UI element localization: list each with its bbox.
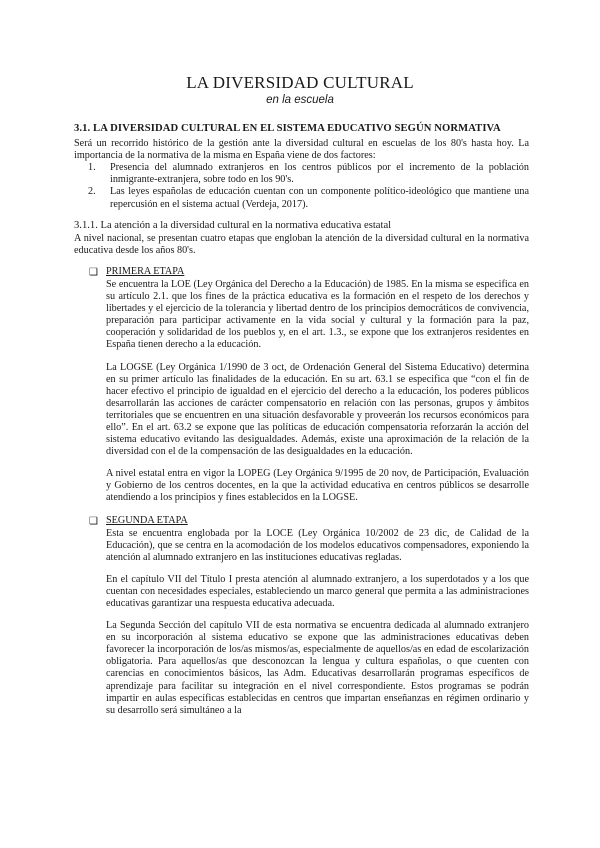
list-item	[74, 162, 529, 186]
subsection-heading: 3.1.1. La atención a la diversidad cultural en la normativa educativa estatal	[74, 219, 392, 231]
paragraph: Esta se encuentra englobada por la LOCE (Ley Orgánica 10/2002 de 23 dic, de Calidad de la Educación), que se centra en la acomodación de los modelos educativos compensadores, exponiendo la atención al alumnado extranjero en las instituciones educativas regladas.	[106, 527, 529, 563]
section-heading: 3.1. LA DIVERSIDAD CULTURAL EN EL SISTEMA EDUCATIVO SEGÚN NORMATIVA	[74, 123, 501, 134]
paragraph: En el capítulo VII del Título I presta atención al alumnado extranjero, a los superdotados y a los que cuentan con necesidades especiales, estableciendo un marco general que permita a las administraciones educativas garantizar una respuesta educativa adecuada.	[106, 573, 529, 609]
list-item	[74, 186, 529, 210]
factors-list	[74, 162, 529, 210]
stage-primera	[74, 266, 529, 505]
checkbox-bullet-icon: ❑	[89, 515, 98, 527]
document-body	[74, 123, 529, 727]
paragraph: A nivel estatal entra en vigor la LOPEG (Ley Orgánica 9/1995 de 20 nov, de Participación, Evaluación y Gobierno de los centros docentes, en la que la actividad educativa en centros públicos se desarrolle atendiendo a los principios y fines establecidos en la LOGSE.	[106, 468, 529, 504]
paragraph: La LOGSE (Ley Orgánica 1/1990 de 3 oct, de Ordenación General del Sistema Educativo) determina en su primer artículo las finalidades de la educación. En su art. 63.1 se especifica que “con el fin de hacer efectivo el principio de igualdad en el ejercicio del derecho a la educación, los poderes públicos desarrollarán las acciones de carácter compensatorio en relación con las personas, grupos y ámbitos territoriales que se encuentren en una situación desfavorable y proveerán los recursos económicos para ello”. En el art. 63.2 se expone que las políticas de educación compensatoria reforzarán la acción del sistema educativo evitando las desigualdades. Además, existe una aproximación de la relación de la diversidad con el de la compensación de las desigualdades en la educación.	[106, 361, 529, 458]
checkbox-bullet-icon: ❑	[89, 266, 98, 278]
stage-title: PRIMERA ETAPA	[106, 265, 185, 277]
subsection-intro: A nivel nacional, se presentan cuatro etapas que engloban la atención de la diversidad cultural en la normativa educativa desde los años 80's.	[74, 232, 529, 256]
stage-title: SEGUNDA ETAPA	[106, 514, 188, 526]
list-number: 2.	[88, 186, 96, 198]
section-intro: Será un recorrido histórico de la gestión ante la diversidad cultural en escuelas de los 80's hasta hoy. La importancia de la normativa de la misma en España viene de dos factores:	[74, 138, 529, 162]
paragraph: La Segunda Sección del capítulo VII de esta normativa se encuentra dedicada al alumnado extranjero en su incorporación al sistema educativo se expone que las administraciones educativas deben favorecer la incorporación de los/as mismos/as, especialmente de aquellos/as en edad de escolarización obligatoria. Para aquellos/as que desconozcan la lengua y cultura españolas, o que cuenten con carencias en conocimientos básicos, las Adm. Educativas desarrollarán programas específicos de aprendizaje para facilitar su integración en el nivel correspondiente. Estos programas se podrán impartir en aulas específicas establecidas en centros que impartan enseñanzas en régimen ordinario y su desarrollo será simultáneo a la	[106, 620, 529, 716]
list-item-text: Presencia del alumnado extranjeros en los centros públicos por el incremento de la población inmigrante-extranjera, sobre todo en los 90's.	[110, 162, 529, 186]
paragraph: Se encuentra la LOE (Ley Orgánica del Derecho a la Educación) de 1985. En la misma se especifica en su artículo 2.1. que los fines de la práctica educativa es la formación en el respeto de los derechos y libertades y el ejercicio de la tolerancia y libertad dentro de los principios democráticos de convivencia, preparación para participar activamente en la vida social y cultural y la formación para la paz, cooperación y solidaridad de los pueblos y, en el art. 1.3., se expone que los extranjeros residentes en España tienen derecho a la educación.	[106, 278, 529, 351]
list-item-text: Las leyes españolas de educación cuentan con un componente político-ideológico que mantiene una repercusión en el sistema actual (Verdeja, 2017).	[110, 186, 529, 210]
stage-segunda	[74, 515, 529, 717]
list-number: 1.	[88, 162, 96, 174]
document-title: LA DIVERSIDAD CULTURAL	[186, 73, 414, 92]
document-subtitle: en la escuela	[266, 94, 334, 106]
